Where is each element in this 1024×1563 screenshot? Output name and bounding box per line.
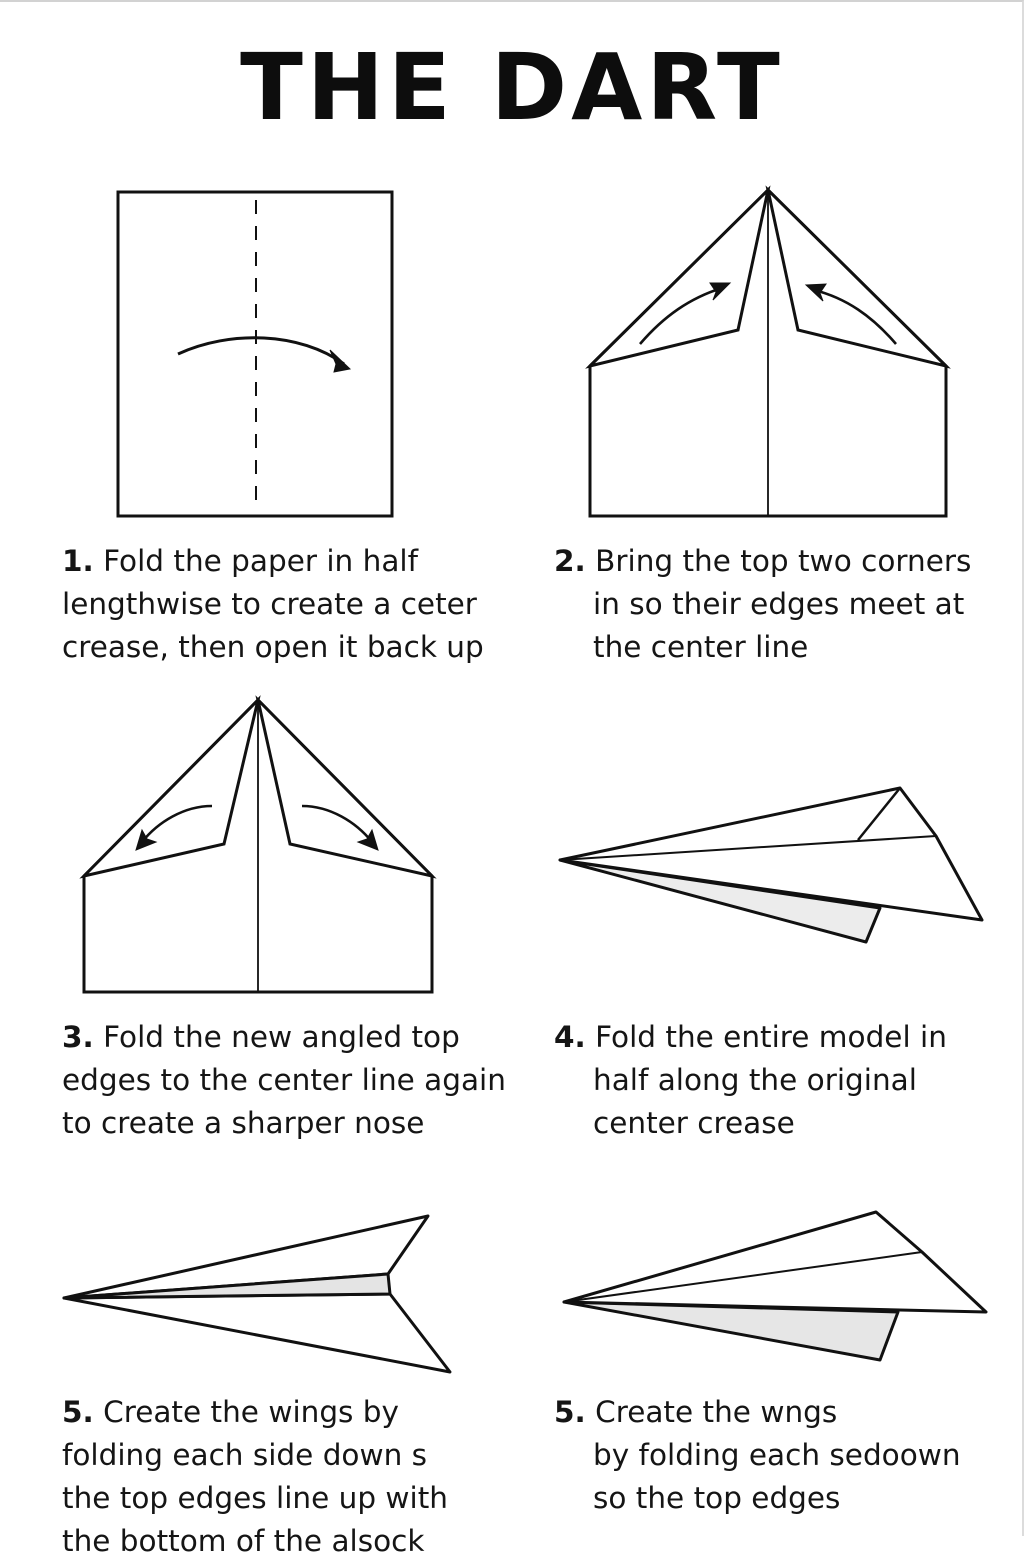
step-5-text [62,1391,522,1563]
step-line: the top edges line up with [62,1481,449,1515]
step-number: 5. [62,1395,94,1429]
step-5-illustration [64,1216,450,1372]
step-line: Create the wngs [595,1395,838,1429]
page-title: THE DART [240,34,784,141]
step-4-illustration [560,788,982,942]
step-line: folding each side down s [62,1438,428,1472]
step-number: 2. [554,544,586,578]
lower-wing-shaded [564,1302,898,1360]
step-line: in so their edges meet at [593,587,965,621]
step-line: Create the wings by [103,1395,399,1429]
step-number: 5. [554,1395,586,1429]
step-number: 1. [62,544,94,578]
step-line: Fold the entire model in [595,1020,947,1054]
step-line: center crease [593,1106,795,1140]
step-6-illustration [564,1212,986,1360]
step-6-text [554,1391,1014,1520]
lower-wing [64,1294,450,1372]
main-body [564,1212,986,1312]
step-1-text [62,540,522,669]
step-line: edges to the center line again [62,1063,506,1097]
step-line: so the top edges [593,1481,841,1515]
step-line: by folding each sedoown [593,1438,961,1472]
step-line: Fold the new angled top [103,1020,460,1054]
step-4-text [554,1016,1014,1145]
step-line: the bottom of the alsock [62,1524,425,1558]
step-1-illustration [118,192,392,516]
step-line: lengthwise to create a ceter [62,587,477,621]
step-line: Fold the paper in half [103,544,418,578]
step-3-text [62,1016,522,1145]
fold-arrowhead [330,350,350,372]
step-line: half along the original [593,1063,917,1097]
step-number: 4. [554,1020,586,1054]
step-line: to create a sharper nose [62,1106,425,1140]
step-3-illustration [84,700,432,992]
step-2-text [554,540,1014,669]
step-line: the center line [593,630,809,664]
step-number: 3. [62,1020,94,1054]
step-line: Bring the top two corners [595,544,972,578]
step-2-illustration [590,190,946,516]
step-line: crease, then open it back up [62,630,484,664]
fold-arrow-icon [178,338,344,364]
